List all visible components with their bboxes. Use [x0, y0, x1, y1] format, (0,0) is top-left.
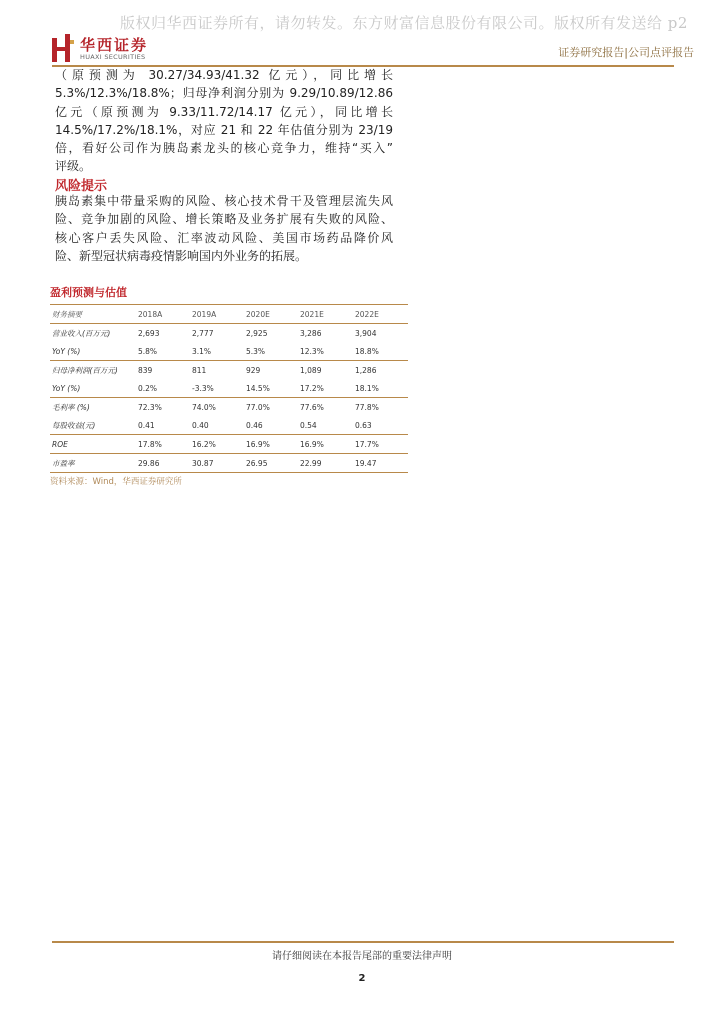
row-label: 营业收入(百万元) — [52, 328, 111, 338]
paragraph-line: 险、竞争加剧的风险、增长策略及业务扩展有失败的风险、 — [55, 212, 393, 227]
logo-company-name: 华西证券 — [80, 36, 149, 54]
table-cell: 30.87 — [190, 454, 244, 473]
paragraph-line: （原预测为 30.27/34.93/41.32 亿元），同比增长 — [55, 68, 393, 82]
paragraph-line: 倍，看好公司作为胰岛素龙头的核心竞争力，维持“买入” — [55, 141, 393, 156]
table-header-row — [50, 305, 408, 324]
row-label: 市盈率 — [50, 454, 136, 473]
table-row — [50, 398, 408, 417]
table-cell: 0.54 — [300, 420, 317, 430]
table-cell: 0.40 — [192, 420, 209, 430]
table-cell: 16.2% — [190, 435, 244, 454]
paragraph-line: 亿元（原预测为 9.33/11.72/14.17 亿元），同比增长 — [55, 104, 393, 119]
row-label: YoY (%) — [52, 383, 81, 393]
table-cell: 839 — [136, 361, 190, 380]
column-header: 2018A — [138, 309, 163, 319]
table-cell: 1,286 — [353, 361, 408, 380]
table-cell: 3,286 — [300, 328, 322, 338]
table-cell: 0.2% — [138, 383, 158, 393]
paragraph-line: 5.3%/12.3%/18.8%；归母净利润分别为 9.29/10.89/12.86 — [55, 86, 393, 101]
table-cell: 0.46 — [246, 420, 263, 430]
table-cell: 77.8% — [353, 398, 408, 417]
table-cell: 3.1% — [192, 346, 212, 356]
table-row — [50, 342, 408, 361]
table-cell: 26.95 — [244, 454, 298, 473]
table-cell: 12.3% — [300, 346, 324, 356]
table-row — [50, 379, 408, 398]
table-cell: 2,925 — [246, 328, 268, 338]
table-cell: 77.0% — [244, 398, 298, 417]
row-label: ROE — [50, 435, 136, 454]
paragraph-line: 险、新型冠状病毒疫情影响国内外业务的拓展。 — [55, 248, 308, 263]
forecast-paragraph — [55, 66, 393, 176]
table-cell: 74.0% — [190, 398, 244, 417]
table-cell: 77.6% — [298, 398, 353, 417]
table-cell: 811 — [190, 361, 244, 380]
huaxi-logo — [52, 34, 162, 64]
table-cell: 2,693 — [138, 328, 160, 338]
table-cell: 1,089 — [298, 361, 353, 380]
page-number: 2 — [358, 973, 366, 984]
footer-divider — [52, 941, 674, 943]
risk-section-title: 风险提示 — [55, 179, 108, 194]
table-cell: 14.5% — [246, 383, 270, 393]
table-cell: 17.8% — [136, 435, 190, 454]
column-header: 2022E — [355, 309, 379, 319]
paragraph-line: 14.5%/17.2%/18.1%，对应 21 和 22 年估值分别为 23/19 — [55, 122, 393, 137]
column-header: 2021E — [300, 309, 324, 319]
table-cell: 0.41 — [138, 420, 155, 430]
report-type-label: 证券研究报告|公司点评报告 — [558, 46, 694, 59]
table-cell: 18.1% — [355, 383, 379, 393]
column-header: 财务摘要 — [52, 309, 82, 319]
watermark-text: 版权归华西证券所有，请勿转发。东方财富信息股份有限公司。版权所有发送给 p2 — [120, 14, 688, 32]
financial-summary-table — [50, 304, 408, 473]
table-cell: 16.9% — [298, 435, 353, 454]
paragraph-line: 核心客户丢失风险、汇率波动风险、美国市场药品降价风 — [55, 230, 393, 245]
table-cell: 5.8% — [138, 346, 158, 356]
table-cell: 72.3% — [136, 398, 190, 417]
source-note: 资料来源：Wind，华西证券研究所 — [50, 477, 182, 487]
table-cell: 929 — [244, 361, 298, 380]
table-cell: 17.7% — [353, 435, 408, 454]
logo-company-name-en: HUAXI SECURITIES — [80, 53, 146, 61]
paragraph-line: 胰岛素集中带量采购的风险、核心技术骨干及管理层流失风 — [55, 194, 393, 208]
table-cell: 2,777 — [192, 328, 214, 338]
table-cell: 19.47 — [353, 454, 408, 473]
table-cell: 29.86 — [136, 454, 190, 473]
table-cell: 16.9% — [244, 435, 298, 454]
table-row — [50, 454, 408, 473]
table-row — [50, 416, 408, 435]
table-cell: -3.3% — [192, 383, 214, 393]
column-header: 2020E — [246, 309, 270, 319]
table-cell: 17.2% — [300, 383, 324, 393]
legal-notice: 请仔细阅读在本报告尾部的重要法律声明 — [272, 951, 452, 962]
table-row — [50, 324, 408, 343]
row-label: YoY (%) — [52, 346, 81, 356]
paragraph-line: 评级。 — [55, 159, 92, 174]
risk-paragraph — [55, 192, 393, 265]
row-label: 毛利率 (%) — [50, 398, 136, 417]
table-row — [50, 361, 408, 380]
table-cell: 0.63 — [355, 420, 372, 430]
table-cell: 22.99 — [298, 454, 353, 473]
huaxi-logo-mark-icon — [52, 34, 74, 62]
column-header: 2019A — [192, 309, 217, 319]
table-row — [50, 435, 408, 454]
table-cell: 3,904 — [355, 328, 377, 338]
table-cell: 18.8% — [355, 346, 379, 356]
row-label: 归母净利润(百万元) — [50, 361, 136, 380]
table-cell: 5.3% — [246, 346, 266, 356]
table-title: 盈利预测与估值 — [50, 286, 127, 299]
row-label: 每股收益(元) — [52, 420, 96, 430]
